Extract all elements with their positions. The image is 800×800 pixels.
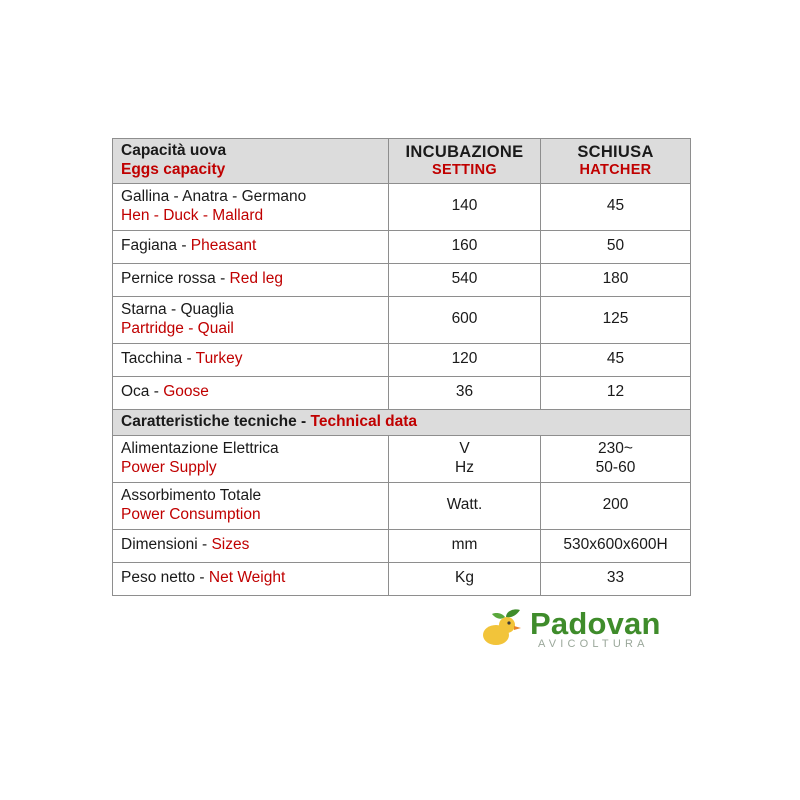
header-setting-en: SETTING bbox=[432, 162, 497, 179]
logo-wordmark: Padovan bbox=[530, 606, 661, 641]
row-value-line2: 50-60 bbox=[595, 458, 636, 476]
table-row bbox=[113, 562, 691, 595]
row-label bbox=[113, 230, 389, 263]
row-value bbox=[541, 435, 691, 482]
row-label-it: Oca - bbox=[121, 383, 164, 401]
row-value: 33 bbox=[541, 562, 691, 595]
header-hatcher-it: SCHIUSA bbox=[577, 143, 654, 161]
table-row bbox=[113, 263, 691, 296]
row-label-it: Dimensioni - bbox=[121, 536, 212, 554]
header-capacity-label bbox=[113, 139, 389, 184]
row-label-en: Partridge - Quail bbox=[121, 319, 234, 337]
section-header bbox=[113, 409, 691, 435]
row-label-en: Red leg bbox=[229, 270, 283, 288]
row-label-it: Tacchina - bbox=[121, 350, 196, 368]
row-setting-value: 140 bbox=[389, 183, 541, 230]
row-label-en: Power Supply bbox=[121, 458, 217, 476]
row-label bbox=[113, 183, 389, 230]
row-value: 200 bbox=[541, 482, 691, 529]
row-setting-value: 540 bbox=[389, 263, 541, 296]
specifications-table-container bbox=[112, 138, 690, 596]
row-setting-value: 600 bbox=[389, 296, 541, 343]
row-label-it: Fagiana - bbox=[121, 237, 191, 255]
row-unit: Watt. bbox=[389, 482, 541, 529]
specifications-table bbox=[112, 138, 691, 596]
row-label bbox=[113, 343, 389, 376]
chick-leaf-icon bbox=[476, 608, 528, 648]
row-label-en: Turkey bbox=[195, 350, 243, 368]
table-row bbox=[113, 343, 691, 376]
row-hatcher-value: 45 bbox=[541, 343, 691, 376]
row-hatcher-value: 12 bbox=[541, 376, 691, 409]
section-header-it: Caratteristiche tecniche bbox=[121, 412, 297, 430]
table-row bbox=[113, 529, 691, 562]
table-row bbox=[113, 482, 691, 529]
row-label-en: Pheasant bbox=[190, 237, 257, 255]
table-row bbox=[113, 296, 691, 343]
row-label-it: Peso netto - bbox=[121, 569, 209, 587]
row-label-it: Pernice rossa - bbox=[121, 270, 230, 288]
table-row bbox=[113, 435, 691, 482]
header-setting-it: INCUBAZIONE bbox=[405, 143, 524, 161]
row-label-en: Sizes bbox=[211, 536, 250, 554]
header-hatcher-en: HATCHER bbox=[579, 162, 652, 179]
row-hatcher-value: 125 bbox=[541, 296, 691, 343]
table-row bbox=[113, 376, 691, 409]
row-unit: mm bbox=[389, 529, 541, 562]
row-label-en: Goose bbox=[163, 383, 209, 401]
row-unit-line2: Hz bbox=[455, 458, 474, 476]
row-hatcher-value: 45 bbox=[541, 183, 691, 230]
row-label bbox=[113, 376, 389, 409]
header-capacity-en: Eggs capacity bbox=[121, 160, 226, 178]
row-label bbox=[113, 482, 389, 529]
row-setting-value: 36 bbox=[389, 376, 541, 409]
row-unit: Kg bbox=[389, 562, 541, 595]
row-hatcher-value: 180 bbox=[541, 263, 691, 296]
row-label-en: Net Weight bbox=[208, 569, 286, 587]
row-setting-value: 160 bbox=[389, 230, 541, 263]
row-label bbox=[113, 263, 389, 296]
table-row bbox=[113, 230, 691, 263]
row-label bbox=[113, 529, 389, 562]
section-header-row bbox=[113, 409, 691, 435]
header-hatcher bbox=[541, 139, 691, 184]
header-capacity-it: Capacità uova bbox=[121, 142, 227, 159]
row-label-en: Hen - Duck - Mallard bbox=[121, 206, 264, 224]
section-header-en: Technical data bbox=[310, 412, 418, 430]
padovan-logo bbox=[472, 604, 694, 656]
row-label bbox=[113, 296, 389, 343]
row-hatcher-value: 50 bbox=[541, 230, 691, 263]
row-unit bbox=[389, 435, 541, 482]
row-unit-line1: V bbox=[459, 439, 470, 457]
row-value: 530x600x600H bbox=[541, 529, 691, 562]
row-label bbox=[113, 435, 389, 482]
row-label-it: Starna - Quaglia bbox=[121, 300, 234, 318]
logo-tagline: AVICOLTURA bbox=[538, 638, 649, 650]
row-label-it: Assorbimento Totale bbox=[121, 486, 262, 504]
section-header-sep: - bbox=[296, 412, 311, 430]
row-label-it: Gallina - Anatra - Germano bbox=[121, 187, 307, 205]
row-value-line1: 230~ bbox=[598, 439, 633, 457]
header-setting bbox=[389, 139, 541, 184]
table-header-row bbox=[113, 139, 691, 184]
row-label-it: Alimentazione Elettrica bbox=[121, 439, 279, 457]
table-row bbox=[113, 183, 691, 230]
row-setting-value: 120 bbox=[389, 343, 541, 376]
row-label-en: Power Consumption bbox=[121, 505, 261, 523]
row-label bbox=[113, 562, 389, 595]
